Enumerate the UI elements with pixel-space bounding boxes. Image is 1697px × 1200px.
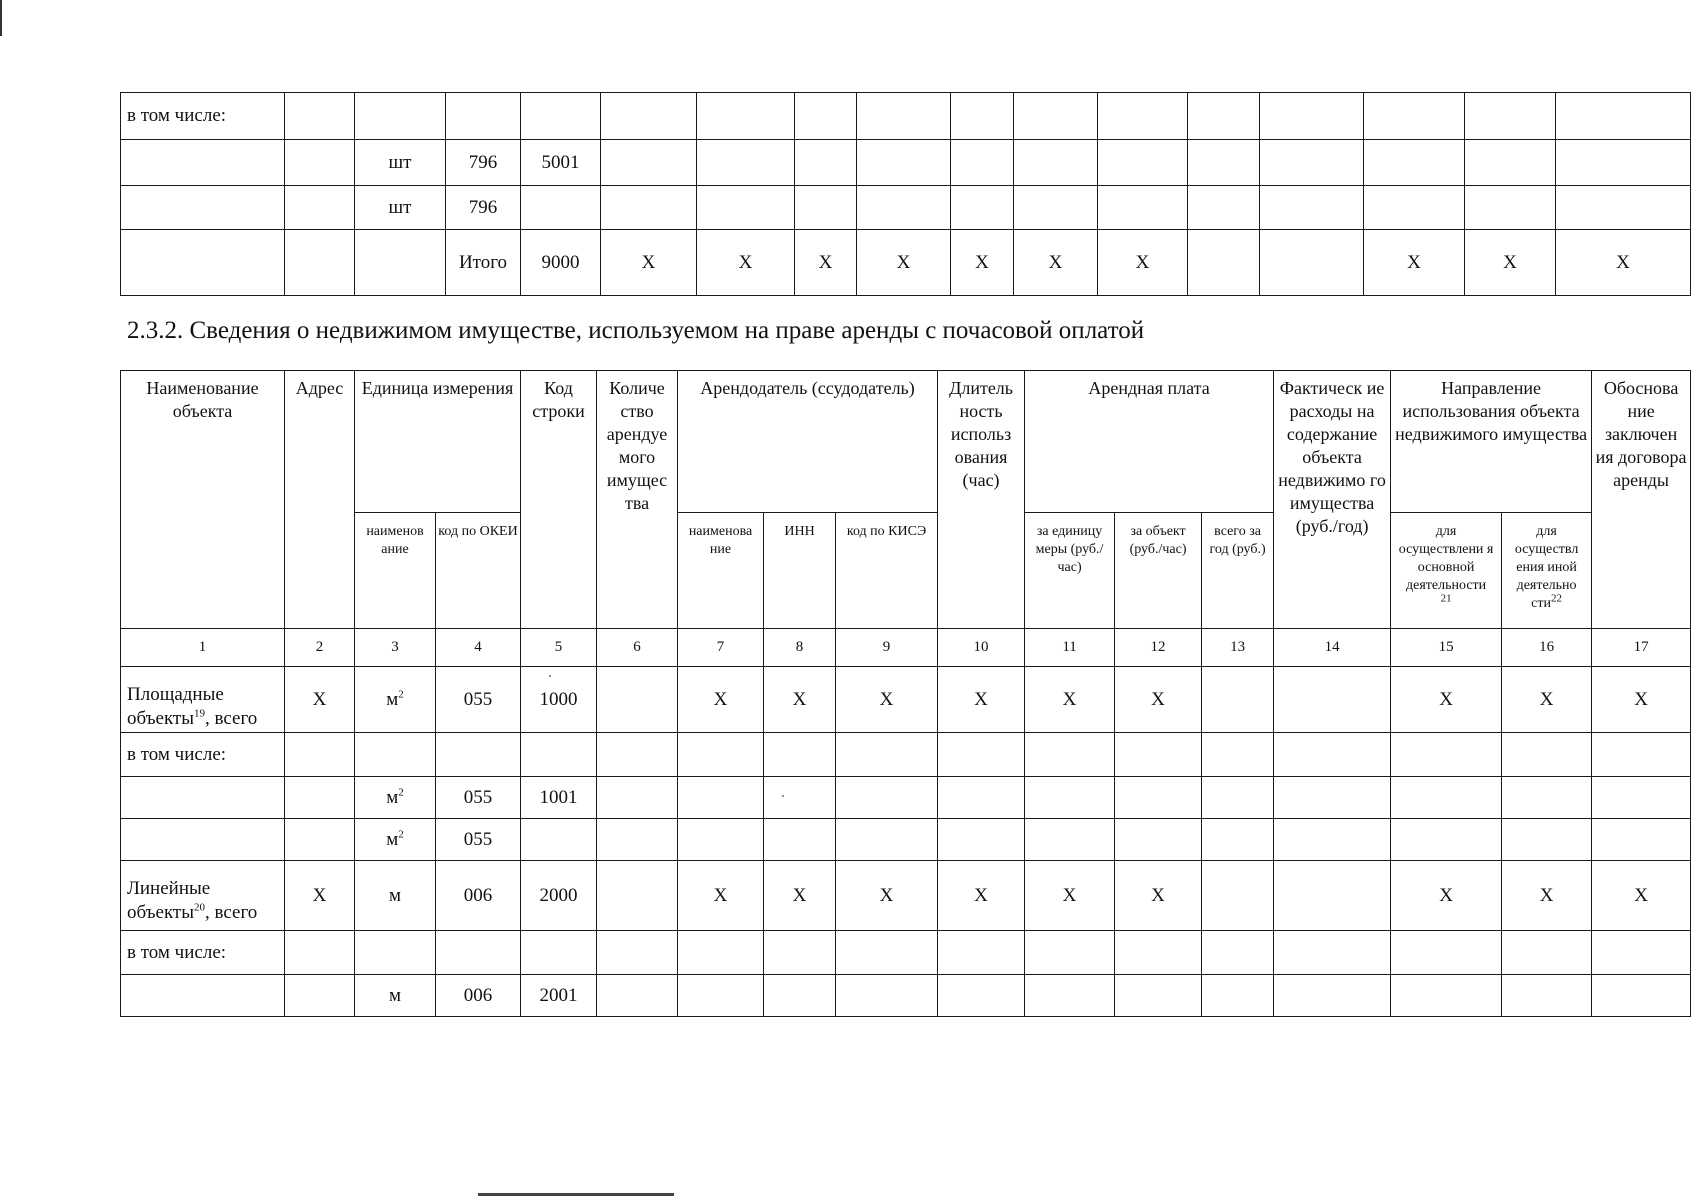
- table-row: [121, 667, 1691, 733]
- table-cell: [355, 93, 446, 140]
- table-cell: [1014, 140, 1098, 186]
- table-cell: [697, 140, 795, 186]
- column-number: 15: [1391, 629, 1502, 667]
- table-cell: [355, 931, 436, 975]
- header-rent: Арендная плата: [1025, 371, 1274, 513]
- table-cell: [1025, 819, 1115, 861]
- table-cell: [1502, 931, 1592, 975]
- table-cell: [938, 819, 1025, 861]
- table-cell: [764, 975, 836, 1017]
- column-number: 11: [1025, 629, 1115, 667]
- table-row: [121, 777, 1691, 819]
- table-cell: 5001: [521, 140, 601, 186]
- header-line-code: Код строки: [521, 371, 597, 629]
- table-cell: [678, 819, 764, 861]
- table-cell: Х: [1556, 230, 1691, 296]
- object-type-label: Линейные объекты: [127, 878, 211, 923]
- table-cell: [938, 975, 1025, 1017]
- table-cell: Х: [1115, 861, 1202, 931]
- table-cell: Х: [678, 861, 764, 931]
- table-cell: [1502, 733, 1592, 777]
- table-cell: [597, 975, 678, 1017]
- table-cell: [1556, 93, 1691, 140]
- table-cell: Х: [601, 230, 697, 296]
- table-cell: [355, 230, 446, 296]
- table-cell: [121, 861, 285, 931]
- table-cell: [355, 819, 436, 861]
- table-cell: [1364, 186, 1465, 230]
- table-cell: [1274, 975, 1391, 1017]
- table-cell: [1014, 186, 1098, 230]
- table-cell: [1556, 140, 1691, 186]
- table-cell: [951, 186, 1014, 230]
- header-lessor-kise: код по КИСЭ: [836, 513, 938, 629]
- table-cell: 006: [436, 975, 521, 1017]
- table-cell: [601, 186, 697, 230]
- table-cell: [1465, 140, 1556, 186]
- table-cell: [521, 931, 597, 975]
- table-cell: [1274, 931, 1391, 975]
- column-number: 10: [938, 629, 1025, 667]
- table-cell: [1014, 93, 1098, 140]
- table-cell: [355, 733, 436, 777]
- table-cell: шт: [355, 186, 446, 230]
- table-cell: [1188, 93, 1260, 140]
- table-cell: м: [355, 861, 436, 931]
- table-cell: [121, 777, 285, 819]
- table-cell: [1025, 931, 1115, 975]
- table-row: [121, 230, 1691, 296]
- table-cell: [1274, 819, 1391, 861]
- header-lessor: Арендодатель (ссудодатель): [678, 371, 938, 513]
- table-cell: [1274, 733, 1391, 777]
- table-cell: [678, 733, 764, 777]
- table-cell: [1115, 777, 1202, 819]
- table-cell: [1274, 667, 1391, 733]
- object-type-suffix: , всего: [205, 902, 258, 923]
- table-cell: [1465, 186, 1556, 230]
- table-cell: в том числе:: [121, 93, 285, 140]
- table-cell: [938, 777, 1025, 819]
- table-cell: [1592, 733, 1691, 777]
- table-cell: [1391, 931, 1502, 975]
- table-cell: [1115, 931, 1202, 975]
- unit-label: м: [386, 786, 399, 808]
- table-cell: Х: [1592, 667, 1691, 733]
- column-number: 7: [678, 629, 764, 667]
- table-cell: Х: [764, 861, 836, 931]
- object-type-label: Площадные объекты: [127, 684, 224, 729]
- table-cell: Х: [1391, 861, 1502, 931]
- table-cell: [355, 777, 436, 819]
- header-lessor-inn: ИНН: [764, 513, 836, 629]
- header-object-name: Наименование объекта: [121, 371, 285, 629]
- table-cell: [1202, 975, 1274, 1017]
- table-cell: [121, 819, 285, 861]
- header-direction: Направление использования объекта недвижимого имущества: [1391, 371, 1592, 513]
- table-cell: [1115, 819, 1202, 861]
- table-cell: [1202, 777, 1274, 819]
- table-cell: в том числе:: [121, 931, 285, 975]
- table-cell: 2000: [521, 861, 597, 931]
- table-cell: Х: [1098, 230, 1188, 296]
- table-cell: [1391, 733, 1502, 777]
- table-row: [121, 733, 1691, 777]
- unit-label: м: [386, 828, 399, 850]
- table-cell: Х: [938, 861, 1025, 931]
- table-row: [121, 861, 1691, 931]
- table-cell: Х: [1115, 667, 1202, 733]
- table-row: [121, 186, 1691, 230]
- table-cell: Х: [795, 230, 857, 296]
- table-cell: [121, 975, 285, 1017]
- table-cell: [355, 667, 436, 733]
- table-cell: [1592, 975, 1691, 1017]
- scan-edge-mark: [0, 0, 2, 36]
- table-cell: [121, 230, 285, 296]
- table-cell: Х: [1025, 667, 1115, 733]
- rent-hourly-table-body: [121, 371, 1691, 1017]
- table-cell: [285, 186, 355, 230]
- footnote-ref: 20: [194, 901, 206, 914]
- table-cell: [1260, 186, 1364, 230]
- table-cell: [678, 975, 764, 1017]
- table-cell: 006: [436, 861, 521, 931]
- table-cell: Х: [1592, 861, 1691, 931]
- header-actual-costs: Фактическ ие расходы на содержание объекта недвижимо го имущества (руб./год): [1274, 371, 1391, 629]
- table-cell: [1098, 93, 1188, 140]
- table-cell: [1098, 186, 1188, 230]
- table-cell: [938, 733, 1025, 777]
- header-direction-other: [1502, 513, 1592, 629]
- header-unit-name: наименов ание: [355, 513, 436, 629]
- table-cell: [1274, 861, 1391, 931]
- column-number: 16: [1502, 629, 1592, 667]
- top-table-body: [121, 93, 1691, 296]
- table-cell: Итого: [446, 230, 521, 296]
- table-cell: [285, 93, 355, 140]
- table-cell: [1260, 140, 1364, 186]
- header-unit: Единица измерения: [355, 371, 521, 513]
- table-cell: [521, 819, 597, 861]
- table-cell: [285, 733, 355, 777]
- table-cell: [597, 667, 678, 733]
- table-cell: [764, 819, 836, 861]
- table-cell: [857, 140, 951, 186]
- table-cell: [1502, 777, 1592, 819]
- header-quantity: Количе ство арендуе мого имущес тва: [597, 371, 678, 629]
- header-justification: Обоснова ние заключен ия договора аренды: [1592, 371, 1691, 629]
- table-row: [121, 931, 1691, 975]
- unit-superscript: 2: [398, 828, 404, 841]
- table-cell: [285, 931, 355, 975]
- table-cell: [764, 931, 836, 975]
- table-cell: [836, 733, 938, 777]
- table-cell: [764, 733, 836, 777]
- table-cell: [1391, 819, 1502, 861]
- table-cell: 1000: [521, 667, 597, 733]
- footnote-22: 22: [1550, 592, 1562, 605]
- table-cell: [1364, 93, 1465, 140]
- table-cell: [1115, 975, 1202, 1017]
- table-cell: [521, 93, 601, 140]
- table-cell: [1098, 140, 1188, 186]
- table-cell: Х: [697, 230, 795, 296]
- table-row: [121, 975, 1691, 1017]
- table-cell: [285, 140, 355, 186]
- header-rent-per-object: за объект (руб./час): [1115, 513, 1202, 629]
- table-cell: [795, 140, 857, 186]
- scan-speck: [549, 675, 551, 677]
- table-cell: Х: [1502, 667, 1592, 733]
- table-cell: [285, 975, 355, 1017]
- table-cell: [1260, 230, 1364, 296]
- header-direction-main-text: для осуществлени я основной деятельности: [1398, 524, 1494, 593]
- table-cell: [285, 777, 355, 819]
- table-cell: [1592, 777, 1691, 819]
- column-number: 4: [436, 629, 521, 667]
- table-cell: [1025, 733, 1115, 777]
- table-cell: Х: [1465, 230, 1556, 296]
- header-rent-total: всего за год (руб.): [1202, 513, 1274, 629]
- column-number: 9: [836, 629, 938, 667]
- unit-superscript: 2: [398, 786, 404, 799]
- table-cell: Х: [836, 667, 938, 733]
- table-cell: 9000: [521, 230, 601, 296]
- table-cell: [1025, 777, 1115, 819]
- table-cell: Х: [1014, 230, 1098, 296]
- table-cell: [764, 777, 836, 819]
- table-cell: Х: [1391, 667, 1502, 733]
- table-cell: [1202, 861, 1274, 931]
- table-cell: [836, 931, 938, 975]
- table-cell: Х: [951, 230, 1014, 296]
- table-cell: [1025, 975, 1115, 1017]
- footnote-ref: 19: [194, 707, 206, 720]
- table-cell: [436, 733, 521, 777]
- table-cell: [836, 975, 938, 1017]
- table-row: [121, 819, 1691, 861]
- column-number-row: [121, 629, 1691, 667]
- table-cell: [678, 777, 764, 819]
- table-cell: 055: [436, 777, 521, 819]
- table-cell: [697, 186, 795, 230]
- table-cell: Х: [285, 861, 355, 931]
- table-cell: [1391, 777, 1502, 819]
- column-number: 1: [121, 629, 285, 667]
- table-cell: [795, 186, 857, 230]
- column-number: 17: [1592, 629, 1691, 667]
- column-number: 13: [1202, 629, 1274, 667]
- column-number: 8: [764, 629, 836, 667]
- table-cell: Х: [836, 861, 938, 931]
- table-cell: Х: [285, 667, 355, 733]
- table-cell: [285, 819, 355, 861]
- table-cell: [601, 140, 697, 186]
- scan-speck: [782, 795, 784, 797]
- table-cell: [857, 186, 951, 230]
- table-cell: [1188, 140, 1260, 186]
- table-cell: [597, 931, 678, 975]
- table-cell: [795, 93, 857, 140]
- table-cell: [121, 186, 285, 230]
- table-cell: [951, 140, 1014, 186]
- column-number: 2: [285, 629, 355, 667]
- table-cell: [1502, 819, 1592, 861]
- column-number: 6: [597, 629, 678, 667]
- table-cell: [597, 733, 678, 777]
- table-cell: [521, 733, 597, 777]
- unit-superscript: 2: [398, 688, 404, 701]
- table-cell: [446, 93, 521, 140]
- table-cell: 055: [436, 667, 521, 733]
- header-duration: Длитель ность использ ования (час): [938, 371, 1025, 629]
- table-cell: [1592, 931, 1691, 975]
- table-cell: [597, 777, 678, 819]
- table-cell: 1001: [521, 777, 597, 819]
- table-cell: [1202, 667, 1274, 733]
- footnote-21: 21: [1440, 592, 1452, 605]
- header-unit-okei: код по ОКЕИ: [436, 513, 521, 629]
- column-number: 12: [1115, 629, 1202, 667]
- table-cell: 2001: [521, 975, 597, 1017]
- table-cell: Х: [857, 230, 951, 296]
- table-cell: Х: [1502, 861, 1592, 931]
- header-lessor-name: наименова ние: [678, 513, 764, 629]
- column-number: 3: [355, 629, 436, 667]
- table-cell: [1274, 777, 1391, 819]
- table-cell: Х: [1025, 861, 1115, 931]
- table-row: [121, 93, 1691, 140]
- table-cell: [951, 93, 1014, 140]
- table-cell: [1188, 186, 1260, 230]
- table-row: [121, 140, 1691, 186]
- object-type-suffix: , всего: [205, 708, 258, 729]
- table-cell: [1115, 733, 1202, 777]
- table-cell: 796: [446, 186, 521, 230]
- table-cell: в том числе:: [121, 733, 285, 777]
- table-cell: [836, 777, 938, 819]
- table-cell: [121, 140, 285, 186]
- table-cell: 796: [446, 140, 521, 186]
- top-table: [120, 92, 1691, 296]
- table-cell: [1391, 975, 1502, 1017]
- table-cell: [601, 93, 697, 140]
- table-cell: шт: [355, 140, 446, 186]
- table-cell: Х: [678, 667, 764, 733]
- table-cell: Х: [764, 667, 836, 733]
- table-cell: [697, 93, 795, 140]
- table-cell: [1556, 186, 1691, 230]
- bottom-rule: [478, 1193, 674, 1196]
- header-address: Адрес: [285, 371, 355, 629]
- table-cell: [1502, 975, 1592, 1017]
- table-cell: [1465, 93, 1556, 140]
- table-cell: [1592, 819, 1691, 861]
- table-cell: [1202, 733, 1274, 777]
- header-direction-main: [1391, 513, 1502, 629]
- table-cell: [285, 230, 355, 296]
- table-cell: 055: [436, 819, 521, 861]
- table-cell: [836, 819, 938, 861]
- table-cell: [857, 93, 951, 140]
- table-cell: [938, 931, 1025, 975]
- table-cell: [678, 931, 764, 975]
- table-cell: [521, 186, 601, 230]
- unit-label: м: [386, 688, 399, 710]
- table-cell: [1202, 819, 1274, 861]
- table-cell: Х: [1364, 230, 1465, 296]
- table-cell: [597, 861, 678, 931]
- table-cell: [1364, 140, 1465, 186]
- table-cell: Х: [938, 667, 1025, 733]
- section-title: 2.3.2. Сведения о недвижимом имуществе, используемом на праве аренды с почасовой оплатой: [127, 317, 1145, 344]
- table-cell: [1202, 931, 1274, 975]
- table-cell: [1260, 93, 1364, 140]
- header-direction-other-text: для осуществл ения иной деятельно сти: [1514, 524, 1579, 611]
- table-cell: [121, 667, 285, 733]
- table-cell: [1188, 230, 1260, 296]
- table-cell: [436, 931, 521, 975]
- rent-hourly-table: [120, 370, 1691, 1017]
- column-number: 14: [1274, 629, 1391, 667]
- table-cell: [597, 819, 678, 861]
- header-rent-per-unit: за единицу меры (руб./час): [1025, 513, 1115, 629]
- table-cell: м: [355, 975, 436, 1017]
- column-number: 5: [521, 629, 597, 667]
